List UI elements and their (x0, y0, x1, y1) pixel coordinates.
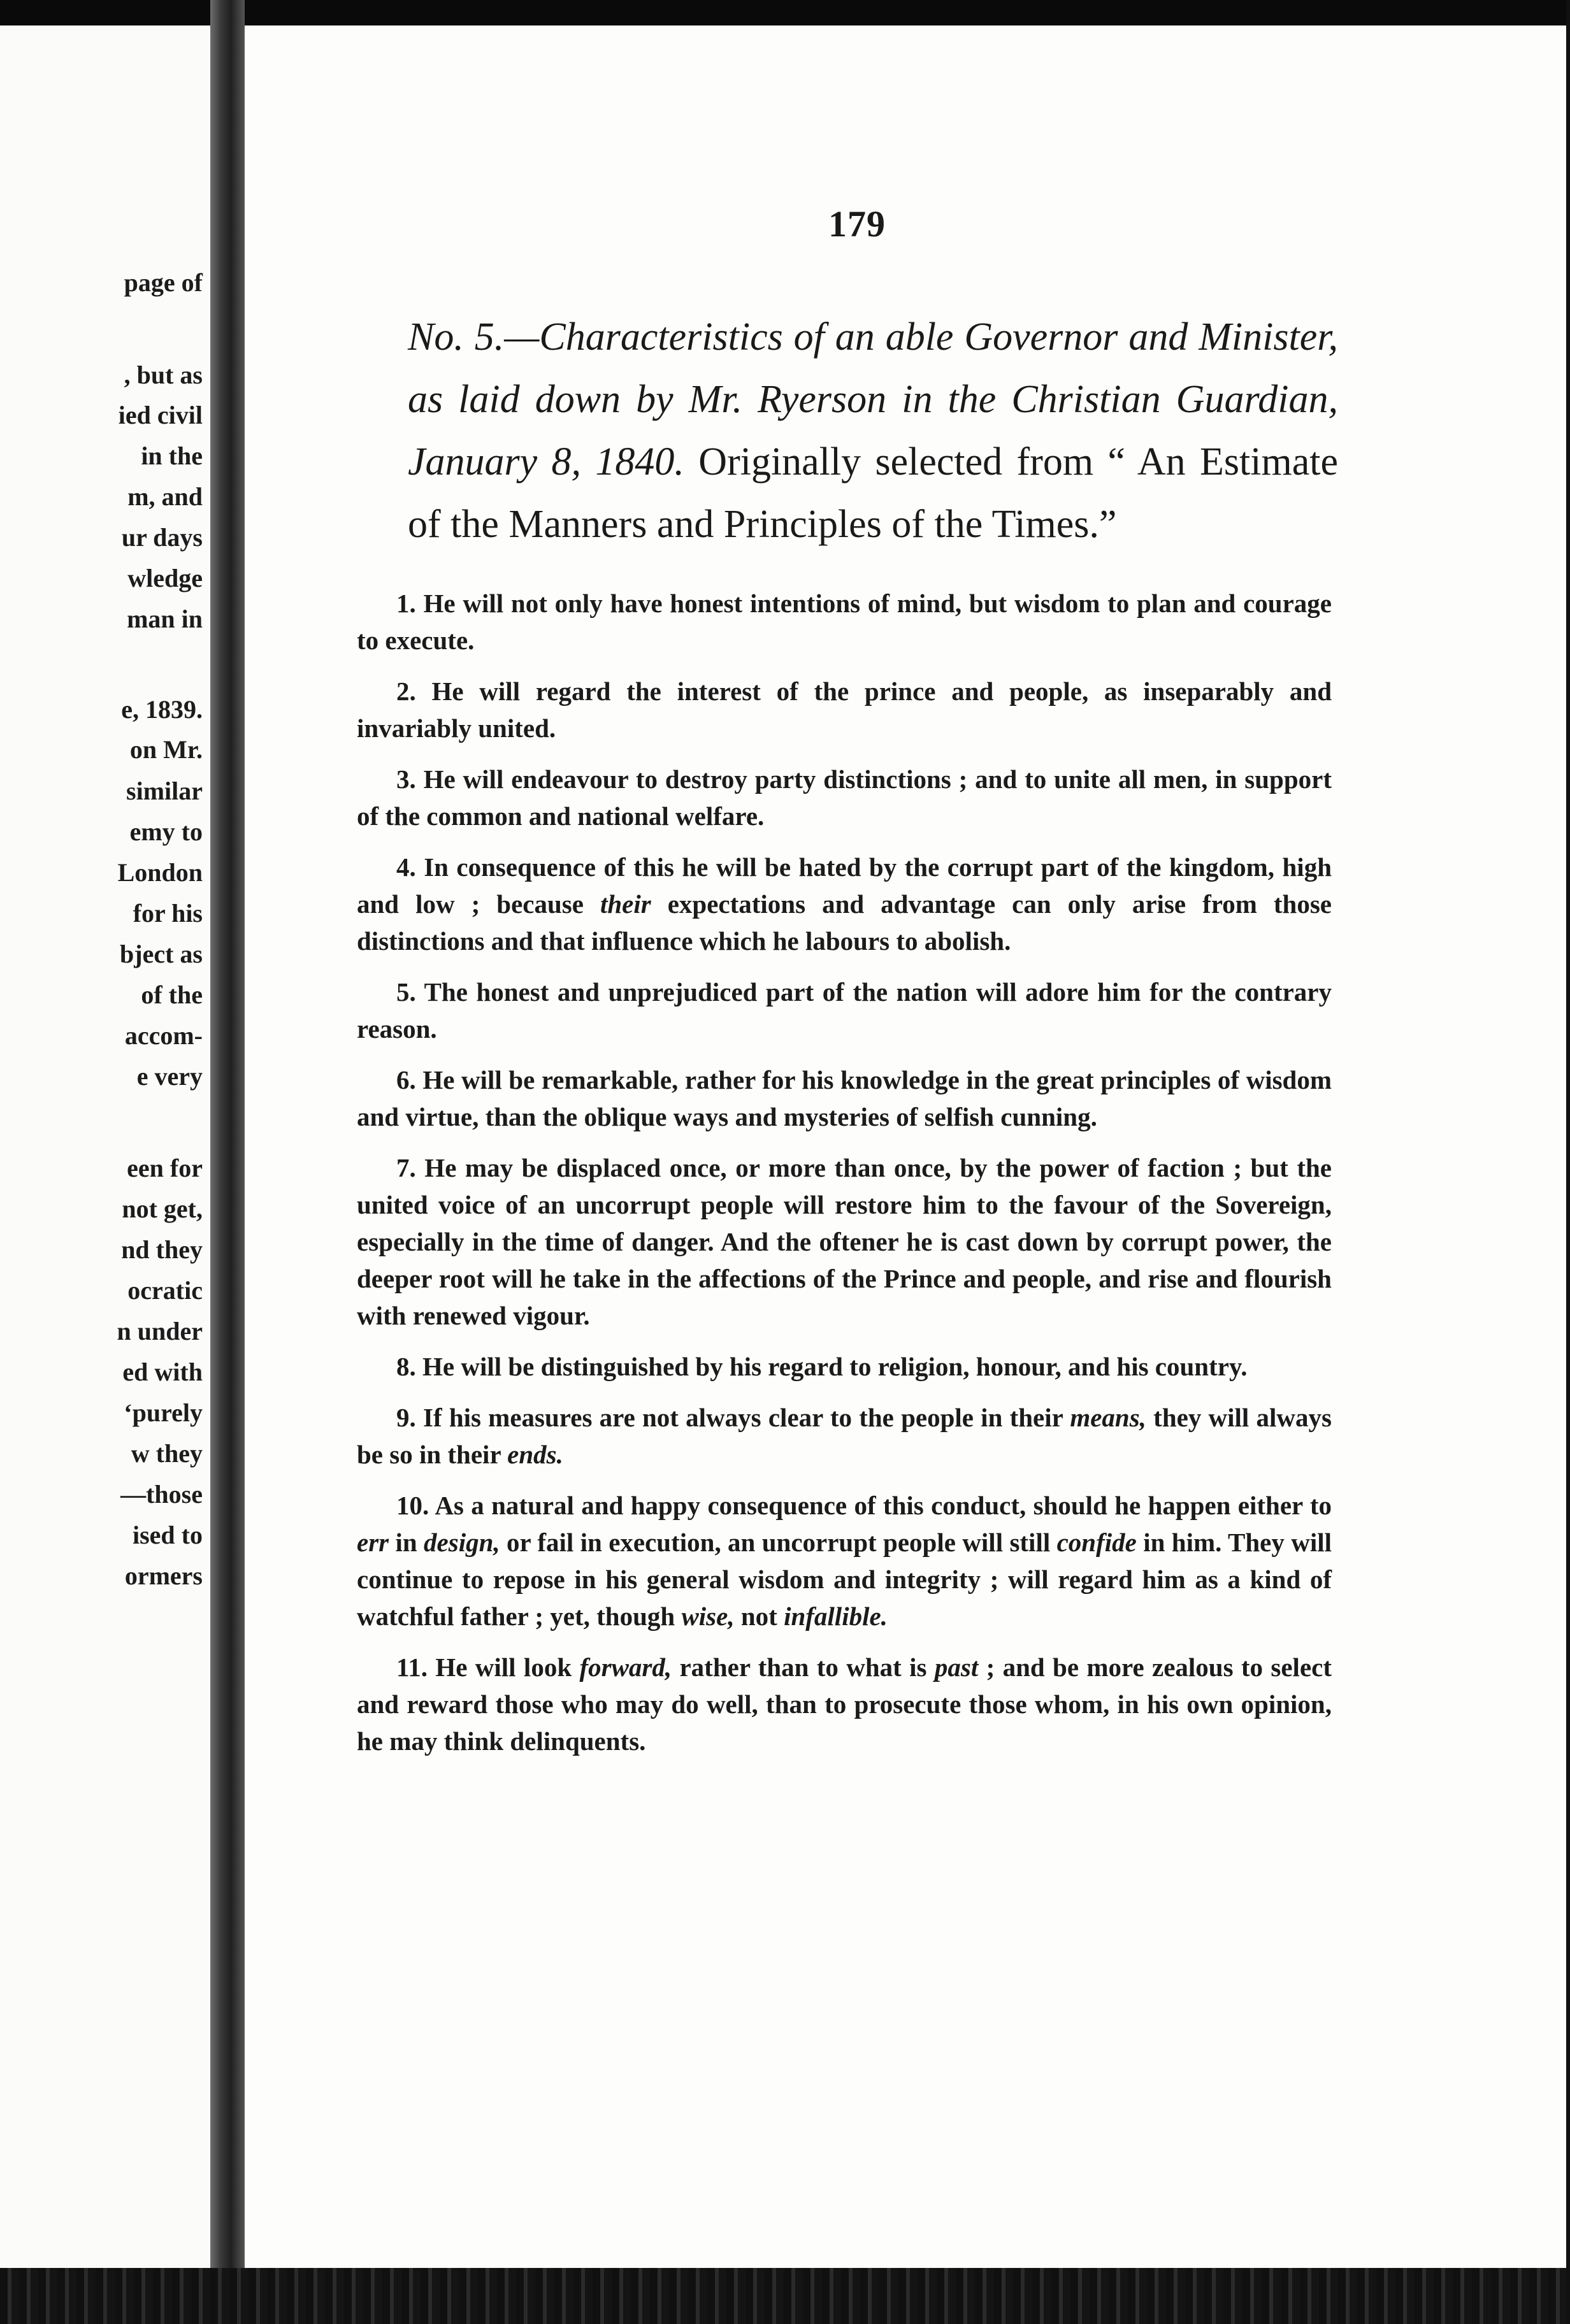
left-page-fragment: ised to (133, 1521, 203, 1549)
left-page-fragment: in the (141, 441, 203, 470)
italic-text: confide (1056, 1528, 1137, 1557)
left-page-fragment: London (117, 858, 203, 887)
numbered-paragraph (357, 849, 1332, 959)
numbered-paragraph (357, 1149, 1332, 1334)
left-page-fragment: ied civil (118, 401, 203, 429)
paragraph-text: He will be distinguished by his regard to religion, honour, and his country. (422, 1352, 1248, 1381)
paragraph-number: 8. (396, 1352, 416, 1381)
numbered-paragraph (357, 1649, 1332, 1760)
paragraph-text: As a natural and happy consequence of this conduct, should he happen either to (435, 1491, 1332, 1520)
numbered-paragraph (357, 973, 1332, 1047)
heading-source: Originally selected from “ An Estimate of the Manners and Principles of the Times.” (408, 440, 1338, 546)
paragraph-text: He will be remarkable, rather for his knowledge in the great principles of wisdom and virtue, than the oblique ways and mysteries of selfish cunning. (357, 1065, 1332, 1131)
paragraph-text: If his measures are not always clear to the people in their (422, 1403, 1070, 1432)
left-page-fragment: ormers (124, 1561, 203, 1590)
italic-text: wise, (681, 1602, 735, 1631)
italic-text: err (357, 1528, 389, 1557)
left-page-fragment: emy to (129, 817, 203, 846)
left-page-fragment: page of (124, 268, 203, 297)
left-page-fragment: , but as (124, 361, 203, 389)
scan-right-border (1566, 0, 1570, 2324)
paragraph-number: 5. (396, 977, 416, 1007)
paragraph-text: they will always be so in their (357, 1403, 1332, 1469)
numbered-paragraph (357, 1348, 1332, 1385)
book-gutter (210, 0, 245, 2324)
left-page-fragment: man in (127, 605, 203, 633)
numbered-paragraph (357, 1399, 1332, 1473)
italic-text: forward, (579, 1653, 672, 1682)
paragraph-number: 2. (396, 677, 416, 706)
left-page-fragment: —those (120, 1480, 203, 1509)
left-page-fragment: een for (127, 1154, 203, 1182)
numbered-paragraph (357, 1061, 1332, 1135)
italic-text: their (600, 889, 651, 919)
left-page-fragment: ‘purely (124, 1398, 203, 1427)
left-page-fragment: nd they (121, 1235, 203, 1264)
left-page-fragment: e very (136, 1062, 203, 1091)
left-facing-page (0, 25, 210, 2268)
left-page-fragment: not get, (122, 1194, 203, 1223)
paragraph-text: in (389, 1528, 424, 1557)
numbered-paragraphs (357, 585, 1332, 1774)
section-heading (408, 306, 1338, 556)
numbered-paragraph (357, 1487, 1332, 1635)
paragraph-text: not (734, 1602, 784, 1631)
paragraph-text: He will not only have honest intentions of mind, but wisdom to plan and courage to execute. (357, 589, 1332, 655)
paragraph-text: He will look (435, 1653, 580, 1682)
paragraph-text: in him. They will continue to repose in his general wisdom and integrity ; will regard him as a kind of watchful father ; yet, though (357, 1528, 1332, 1631)
paragraph-text: ; and be more zealous to select and reward those who may do well, than to prosecute those whom, in his own opinion, he may think delinquents. (357, 1653, 1332, 1756)
paragraph-number: 10. (396, 1491, 429, 1520)
left-page-fragment: of the (141, 980, 203, 1009)
left-page-fragment: n under (117, 1317, 203, 1345)
left-page-fragment: e, 1839. (121, 695, 203, 724)
paragraph-number: 9. (396, 1403, 416, 1432)
paragraph-number: 4. (396, 852, 416, 882)
left-page-fragment: bject as (120, 940, 203, 968)
left-page-fragment: ed with (122, 1358, 203, 1386)
paragraph-text: In consequence of this he will be hated by the corrupt part of the kingdom, high and low ; because (357, 852, 1332, 919)
paragraph-number: 7. (396, 1153, 416, 1182)
left-page-fragment: similar (126, 777, 203, 805)
page-number: 179 (828, 203, 886, 245)
italic-text: ends. (507, 1440, 563, 1469)
left-page-fragment: for his (133, 899, 203, 928)
left-page-fragment: wledge (127, 564, 203, 592)
paragraph-number: 6. (396, 1065, 416, 1094)
heading-title: No. 5.—Characteristics of an able Governor and Minister, as laid down by Mr. Ryerson in the Christian Guardian, January 8, 1840. (408, 315, 1338, 484)
paragraph-text: He will regard the interest of the prince and people, as inseparably and invariably united. (357, 677, 1332, 743)
paragraph-text: or fail in execution, an uncorrupt people will still (500, 1528, 1057, 1557)
paragraph-number: 1. (396, 589, 416, 618)
scan-bottom-border (0, 2268, 1570, 2324)
numbered-paragraph (357, 761, 1332, 835)
italic-text: means, (1070, 1403, 1146, 1432)
paragraph-text: He may be displaced once, or more than once, by the power of faction ; but the united voice of an uncorrupt people will restore him to the favour of the Sovereign, especially in the time of danger. And the oftener he is cast down by corrupt power, the deeper root will he take in the affections of the Prince and people, and rise and flourish with renewed vigour. (357, 1153, 1332, 1330)
numbered-paragraph (357, 673, 1332, 747)
paragraph-text: He will endeavour to destroy party distinctions ; and to unite all men, in support of the common and national welfare. (357, 764, 1332, 831)
paragraph-number: 11. (396, 1653, 428, 1682)
paragraph-text: expectations and advantage can only arise from those distinctions and that influence which he labours to abolish. (357, 889, 1332, 956)
left-page-fragment: accom- (124, 1021, 203, 1050)
left-page-fragment: on Mr. (129, 735, 203, 764)
paragraph-text: The honest and unprejudiced part of the nation will adore him for the contrary reason. (357, 977, 1332, 1044)
left-page-fragment: m, and (127, 482, 203, 511)
italic-text: design, (424, 1528, 500, 1557)
left-page-fragment: ocratic (127, 1276, 203, 1305)
numbered-paragraph (357, 585, 1332, 659)
paragraph-number: 3. (396, 764, 416, 794)
left-page-fragment: ur days (121, 523, 203, 552)
italic-text: past (934, 1653, 979, 1682)
left-page-fragment: w they (131, 1439, 203, 1468)
italic-text: infallible. (784, 1602, 888, 1631)
paragraph-text: rather than to what is (672, 1653, 935, 1682)
